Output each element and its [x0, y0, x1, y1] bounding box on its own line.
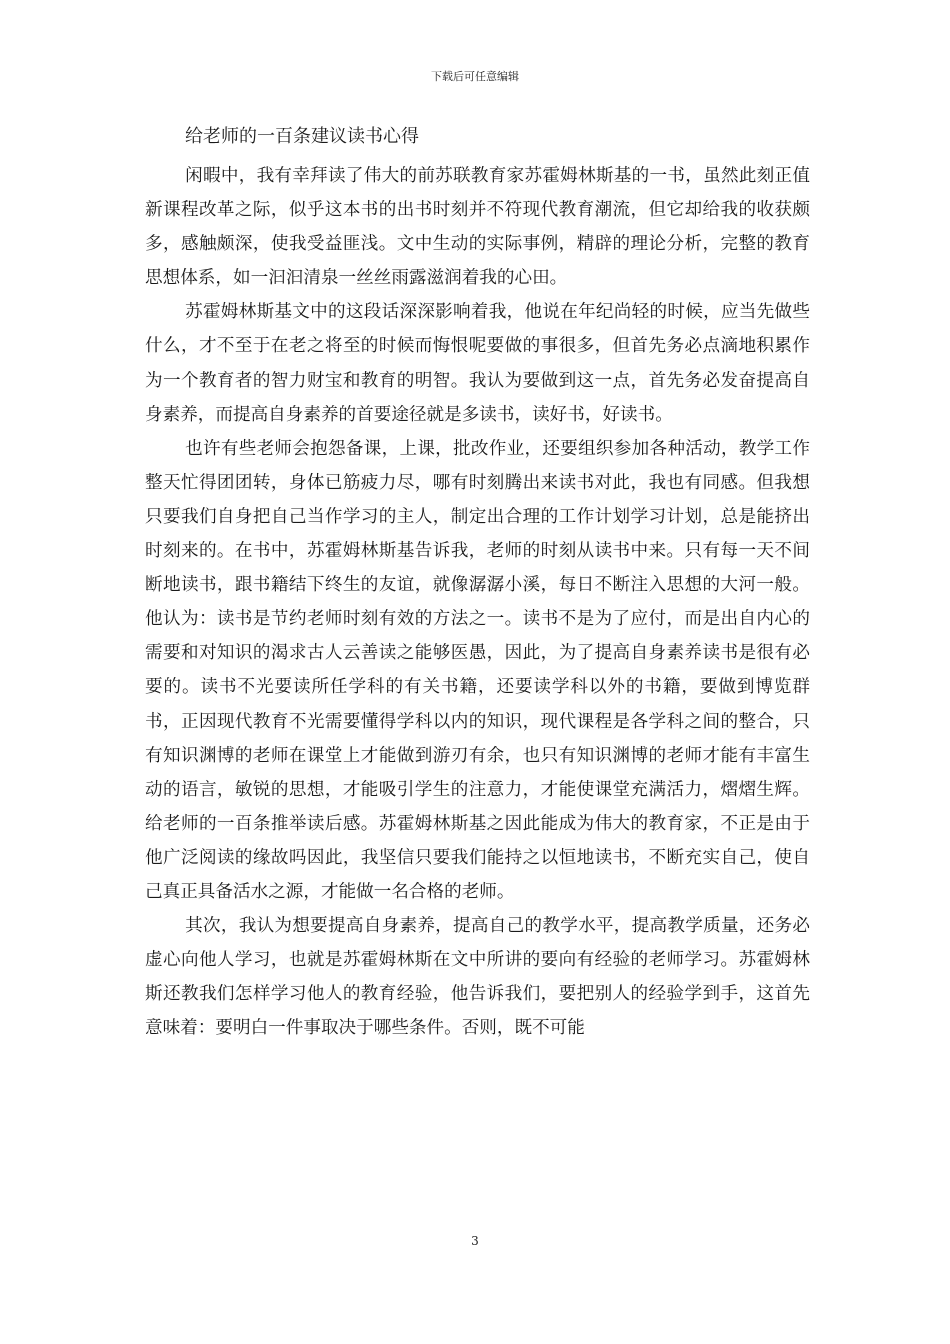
page-number: 3 — [471, 1234, 479, 1248]
document-title: 给老师的一百条建议读书心得 — [185, 126, 419, 147]
paragraph: 也许有些老师会抱怨备课，上课，批改作业，还要组织参加各种活动，教学工作整天忙得团团转，身体已筋疲力尽，哪有时刻腾出来读书对此，我也有同感。但我想只要我们自身把自己当作学习的主人，制定出合理的工作计划学习计划，总是能挤出时刻来的。在书中，苏霍姆林斯基告诉我，老师的时刻从读书中来。只有每一天不间断地读书，跟书籍结下终生的友谊，就像潺潺小溪，每日不断注入思想的大河一般。他认为：读书是节约老师时刻有效的方法之一。读书不是为了应付，而是出自内心的需要和对知识的渴求古人云善读之能够医愚，因此，为了提高自身素养读书是很有必要的。读书不光要读所任学科的有关书籍，还要读学科以外的书籍，要做到博览群书，正因现代教育不光需要懂得学科以内的知识，现代课程是各学科之间的整合，只有知识渊博的老师在课堂上才能做到游刃有余，也只有知识渊博的老师才能有丰富生动的语言，敏锐的思想，才能吸引学生的注意力，才能使课堂充满活力，熠熠生辉。给老师的一百条推举读后感。苏霍姆林斯基之因此能成为伟大的教育家，不正是由于他广泛阅读的缘故吗因此，我坚信只要我们能持之以恒地读书，不断充实自己，使自己真正具备活水之源，才能做一名合格的老师。 — [145, 438, 810, 902]
page-header: 下载后可任意编辑 — [431, 70, 519, 83]
paragraph: 其次，我认为想要提高自身素养，提高自己的教学水平，提高教学质量，还务必虚心向他人学习，也就是苏霍姆林斯在文中所讲的要向有经验的老师学习。苏霍姆林斯还教我们怎样学习他人的教育经验，他告诉我们，要把别人的经验学到手，这首先意味着：要明白一件事取决于哪些条件。否则，既不可能 — [145, 916, 810, 1039]
paragraph: 苏霍姆林斯基文中的这段话深深影响着我，他说在年纪尚轻的时候，应当先做些什么，才不至于在老之将至的时候而悔恨呢要做的事很多，但首先务必点滴地积累作为一个教育者的智力财宝和教育的明智。我认为要做到这一点，首先务必发奋提高自身素养，而提高自身素养的首要途径就是多读书，读好书，好读书。 — [145, 302, 810, 425]
paragraph: 闲暇中，我有幸拜读了伟大的前苏联教育家苏霍姆林斯基的一书，虽然此刻正值新课程改革之际，似乎这本书的出书时刻并不符现代教育潮流，但它却给我的收获颇多，感触颇深，使我受益匪浅。文中生动的实际事例，精辟的理论分析，完整的教育思想体系，如一汩汩清泉一丝丝雨露滋润着我的心田。 — [145, 166, 810, 289]
document-body — [145, 159, 810, 1045]
